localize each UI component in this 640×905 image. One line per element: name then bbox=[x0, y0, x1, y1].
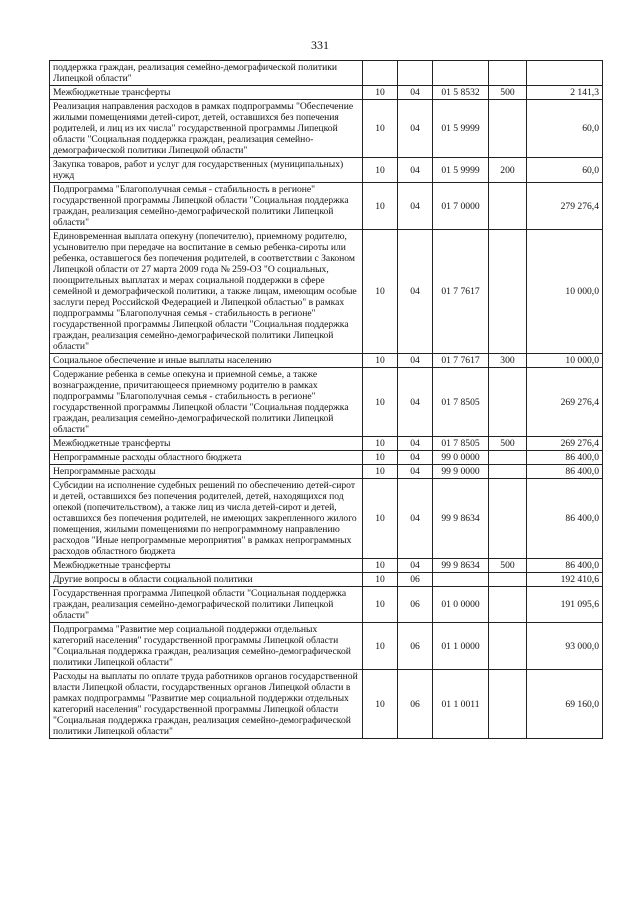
expense-description: Подпрограмма "Развитие мер социальной поддержки отдельных категорий населения" государственной программы Липецкой области "Социальная поддержка граждан, реализация семейно-демографической политики Липецкой области" bbox=[50, 623, 363, 670]
amount: 269 276,4 bbox=[527, 437, 603, 451]
subsection-code: 04 bbox=[398, 354, 433, 368]
amount: 269 276,4 bbox=[527, 368, 603, 437]
table-row bbox=[50, 354, 603, 368]
subsection-code: 04 bbox=[398, 158, 433, 183]
target-article-code: 01 0 0000 bbox=[433, 587, 489, 623]
subsection-code: 04 bbox=[398, 230, 433, 354]
section-code: 10 bbox=[363, 451, 398, 465]
subsection-code: 04 bbox=[398, 183, 433, 230]
expense-description: Межбюджетные трансферты bbox=[50, 437, 363, 451]
amount: 192 410,6 bbox=[527, 573, 603, 587]
subsection-code: 06 bbox=[398, 573, 433, 587]
target-article-code: 99 9 0000 bbox=[433, 465, 489, 479]
table-row bbox=[50, 451, 603, 465]
section-code: 10 bbox=[363, 670, 398, 739]
expense-type-code: 500 bbox=[489, 437, 527, 451]
target-article-code bbox=[433, 61, 489, 86]
table-row bbox=[50, 670, 603, 739]
expense-description: поддержка граждан, реализация семейно-демографической политики Липецкой области" bbox=[50, 61, 363, 86]
table-row bbox=[50, 61, 603, 86]
amount: 10 000,0 bbox=[527, 230, 603, 354]
target-article-code: 01 7 0000 bbox=[433, 183, 489, 230]
amount: 60,0 bbox=[527, 158, 603, 183]
subsection-code: 04 bbox=[398, 437, 433, 451]
expense-description: Социальное обеспечение и иные выплаты населению bbox=[50, 354, 363, 368]
subsection-code: 04 bbox=[398, 465, 433, 479]
expense-type-code bbox=[489, 451, 527, 465]
target-article-code: 01 7 8505 bbox=[433, 368, 489, 437]
table-row bbox=[50, 368, 603, 437]
expense-description: Субсидии на исполнение судебных решений по обеспечению детей-сирот и детей, оставшихся без попечения родителей, детей, находящихся под опекой (попечительством), а также лиц из числа детей-сирот и детей, оставшихся без попечения родителей, не имеющих закрепленного жилого помещения, жилыми помещениями по непрограммному направлению расходов "Иные непрограммные мероприятия" в рамках непрограммных расходов областного бюджета bbox=[50, 479, 363, 559]
expense-description: Расходы на выплаты по оплате труда работников органов государственной власти Липецкой области, государственных органов Липецкой области в рамках подпрограммы "Развитие мер социальной поддержки отдельных категорий населения" государственной программы Липецкой области "Социальная поддержка граждан, реализация семейно-демографической политики Липецкой области" bbox=[50, 670, 363, 739]
subsection-code: 04 bbox=[398, 479, 433, 559]
expense-type-code bbox=[489, 623, 527, 670]
amount: 86 400,0 bbox=[527, 451, 603, 465]
table-row bbox=[50, 479, 603, 559]
expense-type-code: 200 bbox=[489, 158, 527, 183]
expense-description: Межбюджетные трансферты bbox=[50, 86, 363, 100]
target-article-code: 99 9 8634 bbox=[433, 559, 489, 573]
expense-description: Непрограммные расходы bbox=[50, 465, 363, 479]
section-code: 10 bbox=[363, 368, 398, 437]
amount: 2 141,3 bbox=[527, 86, 603, 100]
subsection-code: 06 bbox=[398, 670, 433, 739]
expense-type-code bbox=[489, 479, 527, 559]
expense-description: Закупка товаров, работ и услуг для государственных (муниципальных) нужд bbox=[50, 158, 363, 183]
amount: 60,0 bbox=[527, 100, 603, 158]
section-code: 10 bbox=[363, 587, 398, 623]
table-row bbox=[50, 437, 603, 451]
section-code: 10 bbox=[363, 437, 398, 451]
table-row bbox=[50, 230, 603, 354]
amount: 86 400,0 bbox=[527, 559, 603, 573]
expense-type-code bbox=[489, 183, 527, 230]
expense-type-code: 500 bbox=[489, 86, 527, 100]
expense-type-code: 300 bbox=[489, 354, 527, 368]
section-code: 10 bbox=[363, 479, 398, 559]
section-code: 10 bbox=[363, 573, 398, 587]
section-code: 10 bbox=[363, 183, 398, 230]
section-code: 10 bbox=[363, 230, 398, 354]
table-row bbox=[50, 587, 603, 623]
expense-type-code bbox=[489, 465, 527, 479]
subsection-code: 04 bbox=[398, 100, 433, 158]
expense-type-code bbox=[489, 670, 527, 739]
target-article-code bbox=[433, 573, 489, 587]
section-code: 10 bbox=[363, 100, 398, 158]
subsection-code: 04 bbox=[398, 368, 433, 437]
target-article-code: 01 1 0011 bbox=[433, 670, 489, 739]
subsection-code: 06 bbox=[398, 587, 433, 623]
target-article-code: 01 7 7617 bbox=[433, 230, 489, 354]
target-article-code: 01 5 8532 bbox=[433, 86, 489, 100]
expense-description: Реализация направления расходов в рамках подпрограммы "Обеспечение жилыми помещениями детей-сирот, детей, оставшихся без попечения родителей, и лиц из их числа" государственной программы Липецкой области "Социальная поддержка граждан, реализация семейно-демографической политики Липецкой области" bbox=[50, 100, 363, 158]
expense-type-code bbox=[489, 368, 527, 437]
expense-description: Другие вопросы в области социальной политики bbox=[50, 573, 363, 587]
table-row bbox=[50, 623, 603, 670]
expense-description: Государственная программа Липецкой области "Социальная поддержка граждан, реализация семейно-демографической политики Липецкой области" bbox=[50, 587, 363, 623]
subsection-code: 04 bbox=[398, 86, 433, 100]
section-code bbox=[363, 61, 398, 86]
section-code: 10 bbox=[363, 465, 398, 479]
budget-table bbox=[49, 60, 603, 739]
table-row bbox=[50, 465, 603, 479]
target-article-code: 01 5 9999 bbox=[433, 158, 489, 183]
expense-type-code bbox=[489, 61, 527, 86]
subsection-code: 04 bbox=[398, 559, 433, 573]
expense-type-code bbox=[489, 100, 527, 158]
target-article-code: 01 7 8505 bbox=[433, 437, 489, 451]
expense-description: Непрограммные расходы областного бюджета bbox=[50, 451, 363, 465]
amount: 93 000,0 bbox=[527, 623, 603, 670]
table-row bbox=[50, 559, 603, 573]
table-row bbox=[50, 100, 603, 158]
expense-description: Содержание ребенка в семье опекуна и приемной семье, а также вознаграждение, причитающееся приемному родителю в рамках подпрограммы "Благополучная семья - стабильность в регионе" государственной программы Липецкой области "Социальная поддержка граждан, реализация семейно-демографической политики Липецкой области" bbox=[50, 368, 363, 437]
section-code: 10 bbox=[363, 623, 398, 670]
section-code: 10 bbox=[363, 158, 398, 183]
target-article-code: 01 5 9999 bbox=[433, 100, 489, 158]
section-code: 10 bbox=[363, 86, 398, 100]
expense-type-code: 500 bbox=[489, 559, 527, 573]
target-article-code: 99 9 8634 bbox=[433, 479, 489, 559]
amount: 69 160,0 bbox=[527, 670, 603, 739]
amount: 86 400,0 bbox=[527, 479, 603, 559]
target-article-code: 01 7 7617 bbox=[433, 354, 489, 368]
expense-type-code bbox=[489, 230, 527, 354]
target-article-code: 99 0 0000 bbox=[433, 451, 489, 465]
amount: 191 095,6 bbox=[527, 587, 603, 623]
target-article-code: 01 1 0000 bbox=[433, 623, 489, 670]
amount bbox=[527, 61, 603, 86]
expense-description: Единовременная выплата опекуну (попечителю), приемному родителю, усыновителю при передаче на воспитание в семью ребенка-сироты или ребенка, оставшегося без попечения родителей, в соответствии с Законом Липецкой области от 27 марта 2009 года № 259-ОЗ "О социальных, поощрительных выплатах и мерах социальной поддержки в сфере семейной и демографической политики, а также лицам, имеющим особые заслуги перед Российской Федерацией и Липецкой областью" в рамках подпрограммы "Благополучная семья - стабильность в регионе" государственной программы Липецкой области "Социальная поддержка граждан, реализация семейно-демографической политики Липецкой области" bbox=[50, 230, 363, 354]
subsection-code: 06 bbox=[398, 623, 433, 670]
section-code: 10 bbox=[363, 354, 398, 368]
table-row bbox=[50, 158, 603, 183]
table-row bbox=[50, 573, 603, 587]
amount: 86 400,0 bbox=[527, 465, 603, 479]
section-code: 10 bbox=[363, 559, 398, 573]
expense-type-code bbox=[489, 573, 527, 587]
expense-description: Подпрограмма "Благополучная семья - стабильность в регионе" государственной программы Липецкой области "Социальная поддержка граждан, реализация семейно-демографической политики Липецкой области" bbox=[50, 183, 363, 230]
amount: 10 000,0 bbox=[527, 354, 603, 368]
amount: 279 276,4 bbox=[527, 183, 603, 230]
table-row bbox=[50, 86, 603, 100]
expense-type-code bbox=[489, 587, 527, 623]
subsection-code: 04 bbox=[398, 451, 433, 465]
expense-description: Межбюджетные трансферты bbox=[50, 559, 363, 573]
subsection-code bbox=[398, 61, 433, 86]
page-number: 331 bbox=[311, 38, 329, 52]
table-row bbox=[50, 183, 603, 230]
